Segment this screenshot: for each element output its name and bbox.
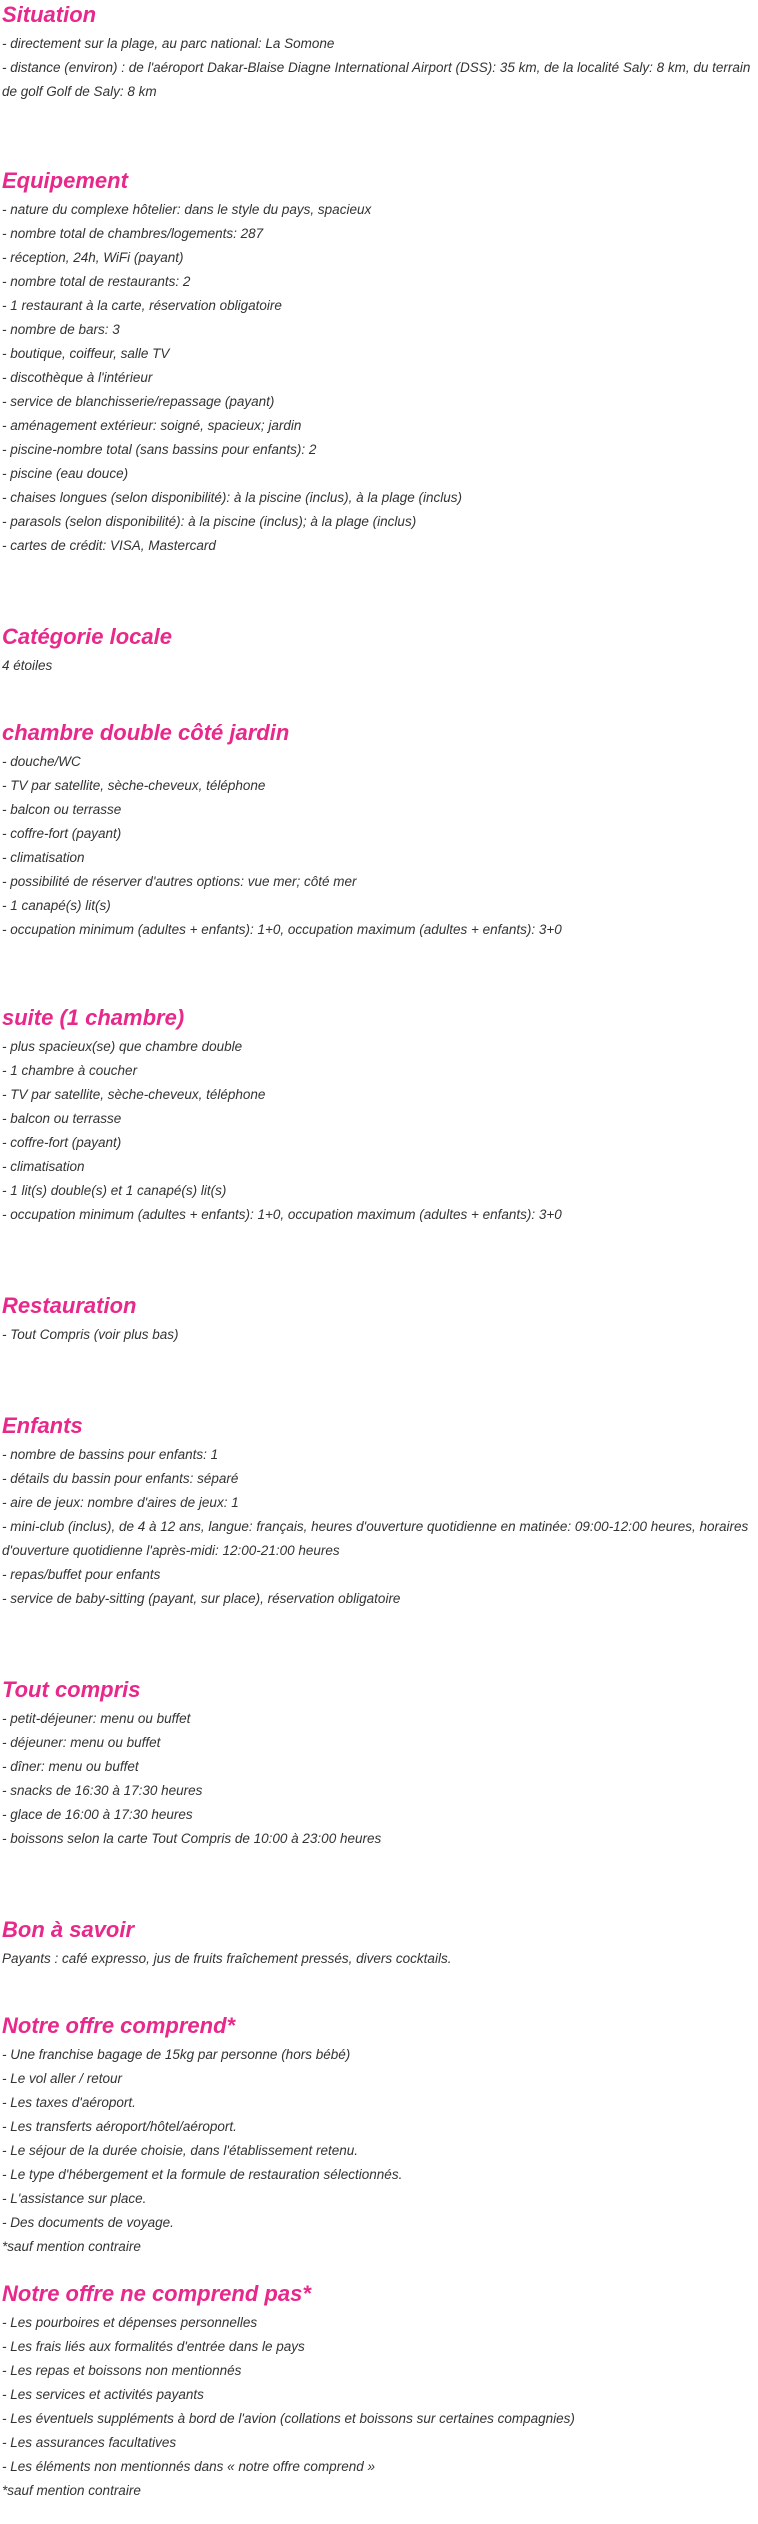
section-enfants: [2, 1411, 756, 1611]
list-item: - climatisation: [2, 850, 85, 865]
list-item: - boissons selon la carte Tout Compris de 10:00 à 23:00 heures: [2, 1831, 382, 1846]
list-item: - Des documents de voyage.: [2, 2215, 174, 2230]
list-item: - nature du complexe hôtelier: dans le style du pays, spacieux: [2, 202, 372, 217]
section-tout-compris: [2, 1675, 756, 1851]
offre-comprend-lines: [2, 2043, 756, 2259]
list-item: - Les frais liés aux formalités d'entrée dans le pays: [2, 2339, 305, 2354]
section-title-categorie: Catégorie locale: [2, 624, 172, 649]
section-restauration: [2, 1291, 756, 1347]
list-item: - douche/WC: [2, 754, 81, 769]
suite-lines: [2, 1035, 756, 1227]
list-item: 4 étoiles: [2, 658, 53, 673]
list-item: - aire de jeux: nombre d'aires de jeux: 1: [2, 1495, 239, 1510]
section-title-offre-comprend: Notre offre comprend*: [2, 2013, 236, 2038]
section-situation: [2, 0, 756, 104]
list-item: - service de baby-sitting (payant, sur place), réservation obligatoire: [2, 1591, 401, 1606]
chambre-lines: [2, 750, 756, 942]
list-item: - balcon ou terrasse: [2, 1111, 122, 1126]
section-suite: [2, 1003, 756, 1227]
list-item: - 1 lit(s) double(s) et 1 canapé(s) lit(s): [2, 1183, 227, 1198]
section-equipement: [2, 166, 756, 558]
list-item: - petit-déjeuner: menu ou buffet: [2, 1711, 191, 1726]
list-item: - Les transferts aéroport/hôtel/aéroport.: [2, 2119, 237, 2134]
list-item: - climatisation: [2, 1159, 85, 1174]
list-item: - nombre total de chambres/logements: 287: [2, 226, 264, 241]
section-title-situation: Situation: [2, 2, 97, 27]
list-item: - possibilité de réserver d'autres options: vue mer; côté mer: [2, 874, 357, 889]
section-categorie: [2, 622, 756, 678]
list-item: - repas/buffet pour enfants: [2, 1567, 161, 1582]
list-item: - 1 restaurant à la carte, réservation obligatoire: [2, 298, 282, 313]
section-title-suite: suite (1 chambre): [2, 1005, 185, 1030]
section-title-enfants: Enfants: [2, 1413, 83, 1438]
section-offre-comprend: [2, 2011, 756, 2259]
footnote: *sauf mention contraire: [2, 2483, 141, 2498]
bon-a-savoir-lines: [2, 1947, 756, 1971]
list-item: - plus spacieux(se) que chambre double: [2, 1039, 243, 1054]
list-item: - 1 canapé(s) lit(s): [2, 898, 111, 913]
section-title-bon-a-savoir: Bon à savoir: [2, 1917, 135, 1942]
section-offre-ne-comprend-pas: [2, 2279, 756, 2503]
list-item: - 1 chambre à coucher: [2, 1063, 138, 1078]
list-item: - Les éléments non mentionnés dans « notre offre comprend »: [2, 2459, 375, 2474]
restauration-lines: [2, 1323, 756, 1347]
list-item: - occupation minimum (adultes + enfants): 1+0, occupation maximum (adultes + enfants): 3+0: [2, 1207, 562, 1222]
categorie-lines: [2, 654, 756, 678]
list-item: - cartes de crédit: VISA, Mastercard: [2, 538, 216, 553]
list-item: - chaises longues (selon disponibilité): à la piscine (inclus), à la plage (inclus): [2, 490, 462, 505]
list-item: - L'assistance sur place.: [2, 2191, 147, 2206]
section-title-chambre: chambre double côté jardin: [2, 720, 290, 745]
list-item: - discothèque à l'intérieur: [2, 370, 153, 385]
list-item: - nombre de bars: 3: [2, 322, 120, 337]
footnote: *sauf mention contraire: [2, 2239, 141, 2254]
list-item: - déjeuner: menu ou buffet: [2, 1735, 161, 1750]
list-item: - coffre-fort (payant): [2, 1135, 122, 1150]
section-bon-a-savoir: [2, 1915, 756, 1971]
list-item: - Le séjour de la durée choisie, dans l'établissement retenu.: [2, 2143, 359, 2158]
list-item: - service de blanchisserie/repassage (payant): [2, 394, 275, 409]
list-item: - directement sur la plage, au parc national: La Somone: [2, 36, 335, 51]
list-item: - aménagement extérieur: soigné, spacieux; jardin: [2, 418, 302, 433]
list-item: - réception, 24h, WiFi (payant): [2, 250, 184, 265]
list-item: - piscine-nombre total (sans bassins pour enfants): 2: [2, 442, 317, 457]
list-item: - Les assurances facultatives: [2, 2435, 177, 2450]
list-item: - Les pourboires et dépenses personnelles: [2, 2315, 258, 2330]
list-item: - glace de 16:00 à 17:30 heures: [2, 1807, 193, 1822]
list-item: - mini-club (inclus), de 4 à 12 ans, langue: français, heures d'ouverture quotidienne en matinée: 09:00-12:00 heures, horaires d'ouverture quotidienne l'après-midi: 12:00-21:00 heures: [2, 1519, 749, 1558]
section-title-tout-compris: Tout compris: [2, 1677, 141, 1702]
list-item: - piscine (eau douce): [2, 466, 129, 481]
list-item: - Les taxes d'aéroport.: [2, 2095, 136, 2110]
list-item: - nombre total de restaurants: 2: [2, 274, 191, 289]
list-item: - TV par satellite, sèche-cheveux, téléphone: [2, 778, 266, 793]
list-item: - TV par satellite, sèche-cheveux, téléphone: [2, 1087, 266, 1102]
section-chambre: [2, 718, 756, 942]
offre-ne-comprend-pas-lines: [2, 2311, 756, 2503]
list-item: - Les repas et boissons non mentionnés: [2, 2363, 242, 2378]
list-item: - Les services et activités payants: [2, 2387, 204, 2402]
list-item: - Le type d'hébergement et la formule de restauration sélectionnés.: [2, 2167, 403, 2182]
list-item: - distance (environ) : de l'aéroport Dakar-Blaise Diagne International Airport (DSS): 35 km, de la localité Saly: 8 km, du terrain de golf Golf de Saly: 8 km: [2, 60, 751, 99]
list-item: - parasols (selon disponibilité): à la piscine (inclus); à la plage (inclus): [2, 514, 417, 529]
list-item: - nombre de bassins pour enfants: 1: [2, 1447, 219, 1462]
list-item: - coffre-fort (payant): [2, 826, 122, 841]
list-item: - Une franchise bagage de 15kg par personne (hors bébé): [2, 2047, 351, 2062]
list-item: - balcon ou terrasse: [2, 802, 122, 817]
list-item: - occupation minimum (adultes + enfants): 1+0, occupation maximum (adultes + enfants): 3+0: [2, 922, 562, 937]
tout-compris-lines: [2, 1707, 756, 1851]
list-item: - détails du bassin pour enfants: séparé: [2, 1471, 239, 1486]
enfants-lines: [2, 1443, 756, 1611]
list-item: - Les éventuels suppléments à bord de l'avion (collations et boissons sur certaines compagnies): [2, 2411, 575, 2426]
list-item: - Le vol aller / retour: [2, 2071, 123, 2086]
list-item: - Tout Compris (voir plus bas): [2, 1327, 179, 1342]
list-item: - dîner: menu ou buffet: [2, 1759, 139, 1774]
section-title-equipement: Equipement: [2, 168, 128, 193]
list-item: - boutique, coiffeur, salle TV: [2, 346, 170, 361]
equipement-lines: [2, 198, 756, 558]
list-item: Payants : café expresso, jus de fruits fraîchement pressés, divers cocktails.: [2, 1951, 452, 1966]
section-title-restauration: Restauration: [2, 1293, 137, 1318]
section-title-offre-ne-comprend-pas: Notre offre ne comprend pas*: [2, 2281, 311, 2306]
list-item: - snacks de 16:30 à 17:30 heures: [2, 1783, 203, 1798]
situation-lines: [2, 32, 756, 104]
